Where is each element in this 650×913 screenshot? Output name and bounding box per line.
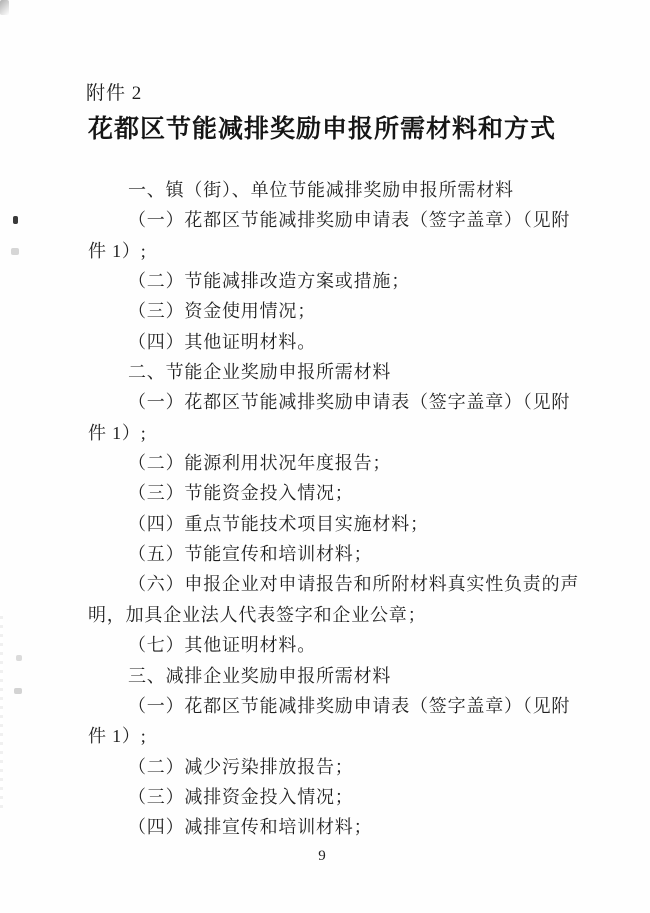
text-line: 一、镇（街）、单位节能减排奖励申报所需材料 (128, 180, 514, 200)
text-line: （二）减少污染排放报告； (128, 756, 354, 777)
text-line: 二、节能企业奖励申报所需材料 (128, 362, 392, 383)
text-line: （七）其他证明材料。 (128, 635, 316, 656)
text-line: 件 1）; (88, 240, 147, 261)
document-title: 花都区节能减排奖励申报所需材料和方式 (87, 116, 556, 143)
document-body (88, 175, 578, 843)
scan-artifact-dot (16, 655, 22, 661)
text-line: （二）节能减排改造方案或措施； (128, 271, 410, 292)
scan-artifact-dot (14, 688, 22, 694)
text-line: （三）节能资金投入情况； (128, 483, 354, 504)
scan-artifact-dot (13, 216, 18, 224)
scan-artifact-corner (0, 0, 9, 15)
text-line: 三、减排企业奖励申报所需材料 (128, 665, 392, 686)
text-line: （一）花都区节能减排奖励申请表（签字盖章）（见附 (128, 210, 571, 231)
text-line: （四）重点节能技术项目实施材料； (128, 513, 429, 534)
text-line: （四）减排宣传和培训材料； (128, 817, 373, 838)
text-line: （五）节能宣传和培训材料； (128, 544, 373, 565)
text-line: （一）花都区节能减排奖励申请表（签字盖章）（见附 (128, 392, 571, 413)
text-line: （一）花都区节能减排奖励申请表（签字盖章）（见附 (128, 695, 571, 716)
text-line: （六）申报企业对申请报告和所附材料真实性负责的声 (128, 574, 580, 595)
text-line: （四）其他证明材料。 (128, 331, 316, 352)
scan-artifact-dot (11, 248, 19, 255)
scan-artifact-edge-strip (0, 610, 3, 810)
page-number: 9 (318, 848, 326, 864)
text-line: 明，加具企业法人代表签字和企业公章； (88, 604, 427, 625)
text-line: （三）资金使用情况； (128, 301, 316, 322)
text-line: （三）减排资金投入情况； (128, 786, 354, 807)
text-line: 件 1）; (88, 422, 147, 443)
attachment-label: 附件 2 (86, 83, 143, 104)
text-line: （二）能源利用状况年度报告； (128, 453, 392, 474)
text-line: 件 1）; (88, 726, 147, 747)
